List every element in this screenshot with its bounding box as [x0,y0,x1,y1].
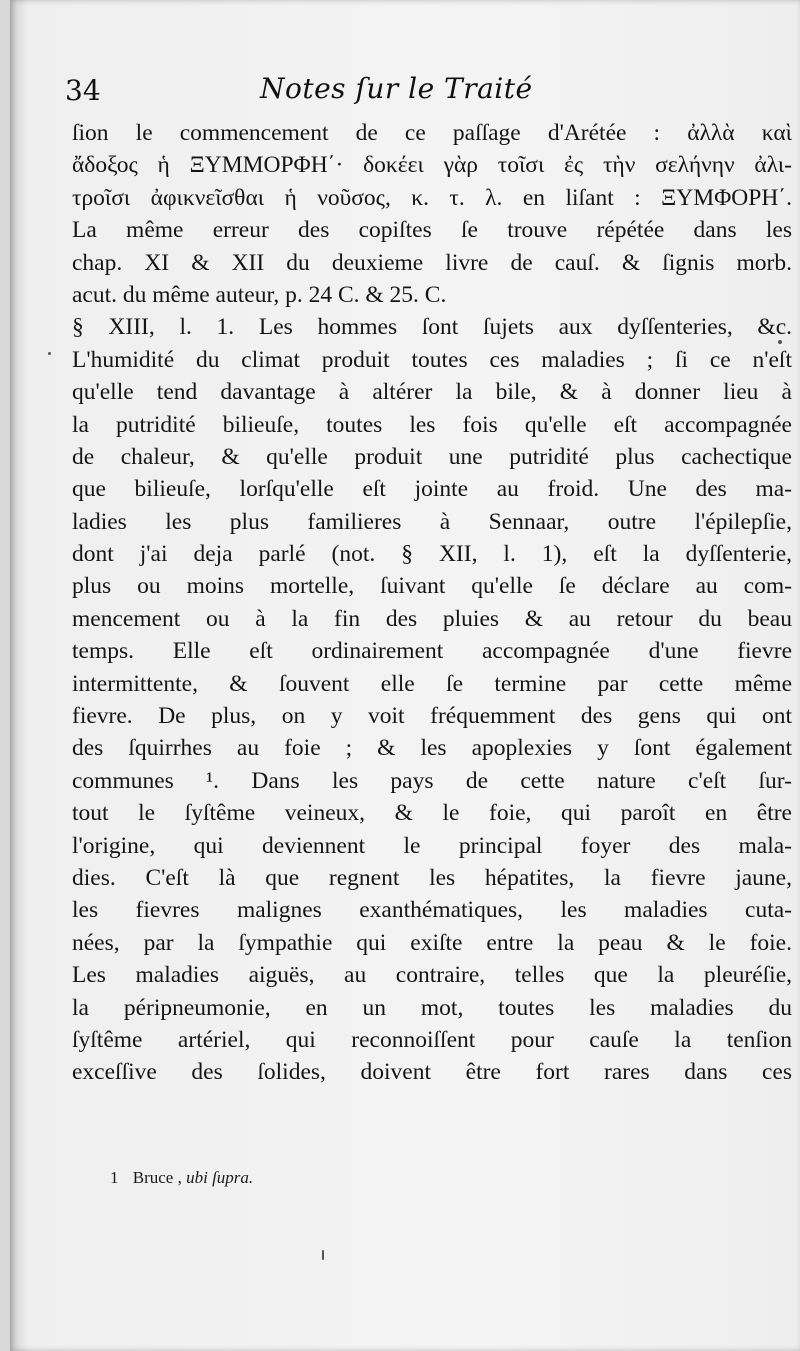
book-page [10,0,800,1351]
text-line: ladies les plus familieres à Sennaar, outre l'épilepſie, [72,508,792,535]
ink-speck [322,1250,324,1260]
text-line: la péripneumonie, en un mot, toutes les maladies du [72,994,792,1021]
text-line: L'humidité du climat produit toutes ces maladies ; ſi ce n'eſt [72,346,792,373]
footnote [110,1168,253,1188]
header-title: Notes ſur le Traité [260,72,533,105]
text-line: acut. du même auteur, p. 24 C. & 25. C. [72,281,447,308]
text-line: dont j'ai deja parlé (not. § XII, l. 1), eſt la dyſſenterie, [72,541,792,568]
text-line: qu'elle tend davantage à altérer la bile, & à donner lieu à [72,379,792,406]
text-line: dies. C'eſt là que regnent les hépatites, la fievre jaune, [72,864,792,891]
text-line: fievre. De plus, on y voit fréquemment des gens qui ont [72,703,792,730]
text-line: des ſquirrhes au foie ; & les apoplexies y ſont également [72,735,792,762]
text-line: l'origine, qui deviennent le principal foyer des mala- [72,832,792,859]
text-line: intermittente, & ſouvent elle ſe termine par cette même [72,670,792,697]
text-line: mencement ou à la fin des pluies & au retour du beau [72,605,792,632]
text-line: temps. Elle eſt ordinairement accompagnée d'une fievre [72,638,792,665]
footnote-marker: 1 [110,1168,119,1187]
text-line: ſion le commencement de ce paſſage d'Arétée : ἀλλὰ καὶ [72,120,792,146]
text-line-section-start: § XIII, l. 1. Les hommes ſont ſujets aux dyſſenteries, &c. [72,314,792,341]
text-line: la putridité bilieuſe, toutes les fois qu'elle eſt accompagnée [72,411,792,438]
text-line: Les maladies aiguës, au contraire, telles que la pleuréſie, [72,962,792,989]
text-line: tout le ſyſtême veineux, & le foie, qui paroît en être [72,800,792,827]
body-text [72,117,792,1089]
text-line: nées, par la ſympathie qui exiſte entre la peau & le foie. [72,929,792,956]
running-head [65,68,765,108]
text-line: τροῖσι ἀφικνεῖσθαι ἡ νοῦσος, κ. τ. λ. en liſant : ΞΥΜΦΟΡΗ΄. [72,184,792,211]
text-line: les fievres malignes exanthématiques, les maladies cuta- [72,897,792,924]
text-line: ſyſtême artériel, qui reconnoiſſent pour cauſe la tenſion [72,1026,792,1053]
text-line: exceſſive des ſolides, doivent être fort rares dans ces [72,1059,792,1086]
page-number: 34 [65,74,101,107]
text-line-greek: ἄδοξος ἡ ΞΥΜΜΟΡΦΗ΄· δοκέει γὰρ τοῖσι ἐς τὴν σελήνην ἀλι- [72,152,792,179]
ink-speck [48,352,51,355]
text-line: chap. XI & XII du deuxieme livre de cauſ. & ſignis morb. [72,249,792,276]
text-line: plus ou moins mortelle, ſuivant qu'elle ſe déclare au com- [72,573,792,600]
text-line: communes ¹. Dans les pays de cette nature c'eſt ſur- [72,767,792,794]
text-line: que bilieuſe, lorſqu'elle eſt jointe au froid. Une des ma- [72,476,792,503]
ink-speck [778,340,782,344]
text-line: La même erreur des copiſtes ſe trouve répétée dans les [72,217,792,244]
footnote-text: Bruce , [132,1168,182,1187]
footnote-italic: ubi ſupra. [186,1168,254,1187]
text-line: de chaleur, & qu'elle produit une putridité plus cachectique [72,443,792,470]
